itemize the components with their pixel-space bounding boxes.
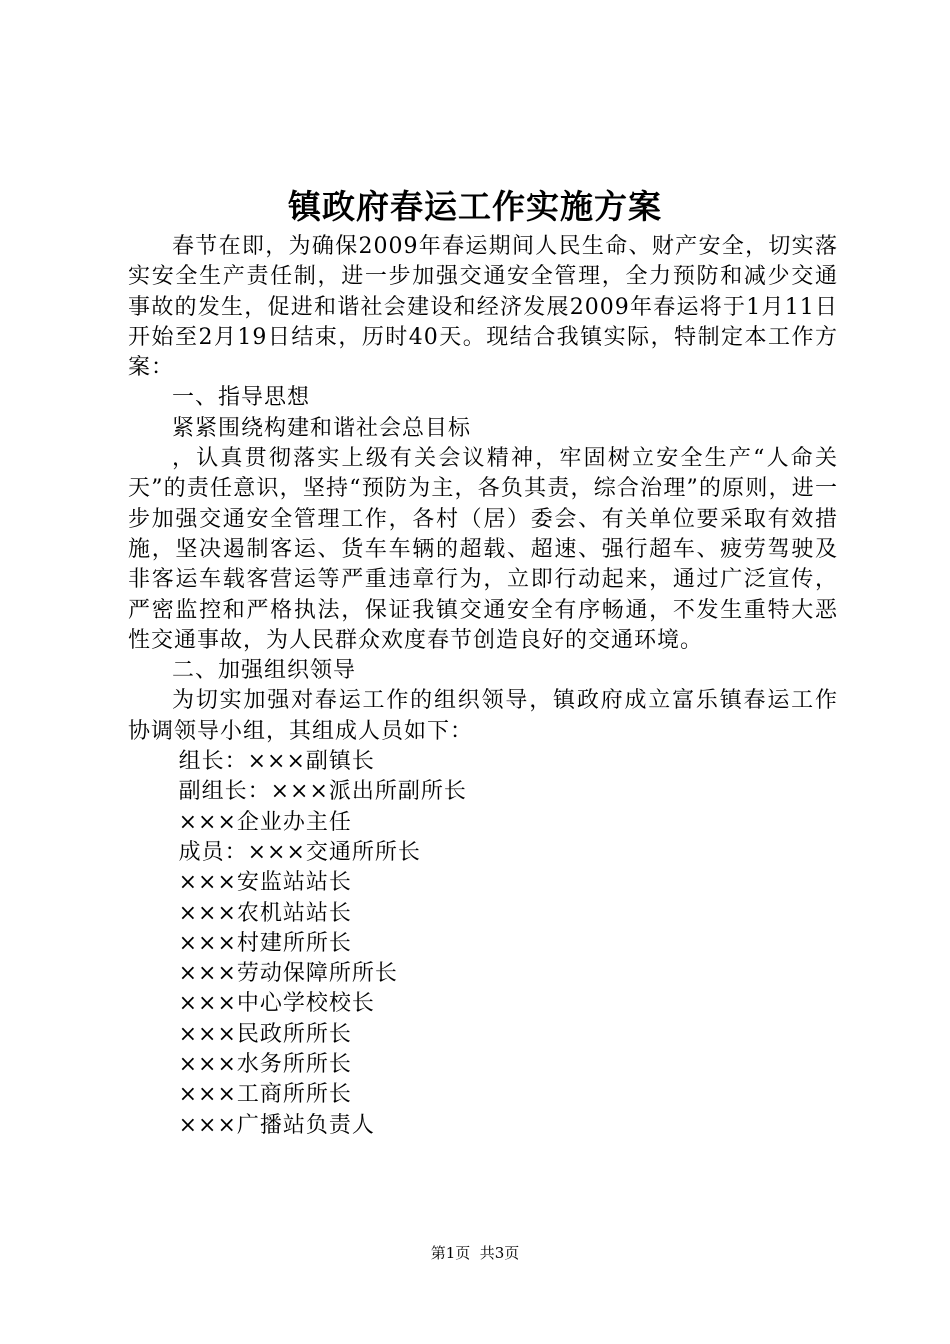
member-line: ×××企业办主任 — [178, 809, 352, 835]
document-title: 镇政府春运工作实施方案 — [288, 187, 662, 226]
section-heading-organization: 二、加强组织领导 — [172, 658, 357, 684]
organization-paragraph: 为切实加强对春运工作的组织领导，镇政府成立富乐镇春运工作协调领导小组，其组成人员如下： — [128, 688, 838, 744]
member-line: ×××安监站站长 — [178, 870, 352, 896]
member-line: 成员：×××交通所所长 — [178, 839, 421, 865]
member-line: ×××广播站负责人 — [178, 1112, 375, 1138]
member-line: ×××水务所所长 — [178, 1052, 352, 1078]
member-line: ×××农机站站长 — [178, 900, 352, 926]
member-line: ×××村建所所长 — [178, 930, 352, 956]
member-line: ×××工商所所长 — [178, 1082, 352, 1108]
intro-paragraph: 春节在即，为确保2009年春运期间人民生命、财产安全，切实落实安全生产责任制，进一步加强交通安全管理，全力预防和减少交通事故的发生，促进和谐社会建设和经济发展2009年春运将于1月11日开始至2月19日结束，历时40天。现结合我镇实际，特制定本工作方案： — [128, 234, 838, 381]
member-line: 副组长：×××派出所副所长 — [178, 779, 467, 805]
document-body — [128, 232, 838, 1141]
guiding-ideology-paragraph: ，认真贯彻落实上级有关会议精神，牢固树立安全生产“人命关天”的责任意识，坚持“预防为主，各负其责，综合治理”的原则，进一步加强交通安全管理工作，各村（居）委会、有关单位要采取有效措施，坚决遏制客运、货车车辆的超载、超速、强行超车、疲劳驾驶及非客运车载客营运等严重违章行为，立即行动起来，通过广泛宣传，严密监控和严格执法，保证我镇交通安全有序畅通，不发生重特大恶性交通事故，为人民群众欢度春节创造良好的交通环境。 — [128, 446, 838, 653]
member-line: ×××民政所所长 — [178, 1021, 352, 1047]
section-heading-guiding-ideology: 一、指导思想 — [172, 385, 311, 411]
member-line: ×××劳动保障所所长 — [178, 961, 398, 987]
guiding-goal-line: 紧紧围绕构建和谐社会总目标 — [172, 415, 472, 441]
member-line: ×××中心学校校长 — [178, 991, 375, 1017]
page-footer: 第1页 共3页 — [430, 1244, 520, 1262]
member-line: 组长：×××副镇长 — [178, 749, 375, 775]
member-list — [128, 747, 838, 1141]
